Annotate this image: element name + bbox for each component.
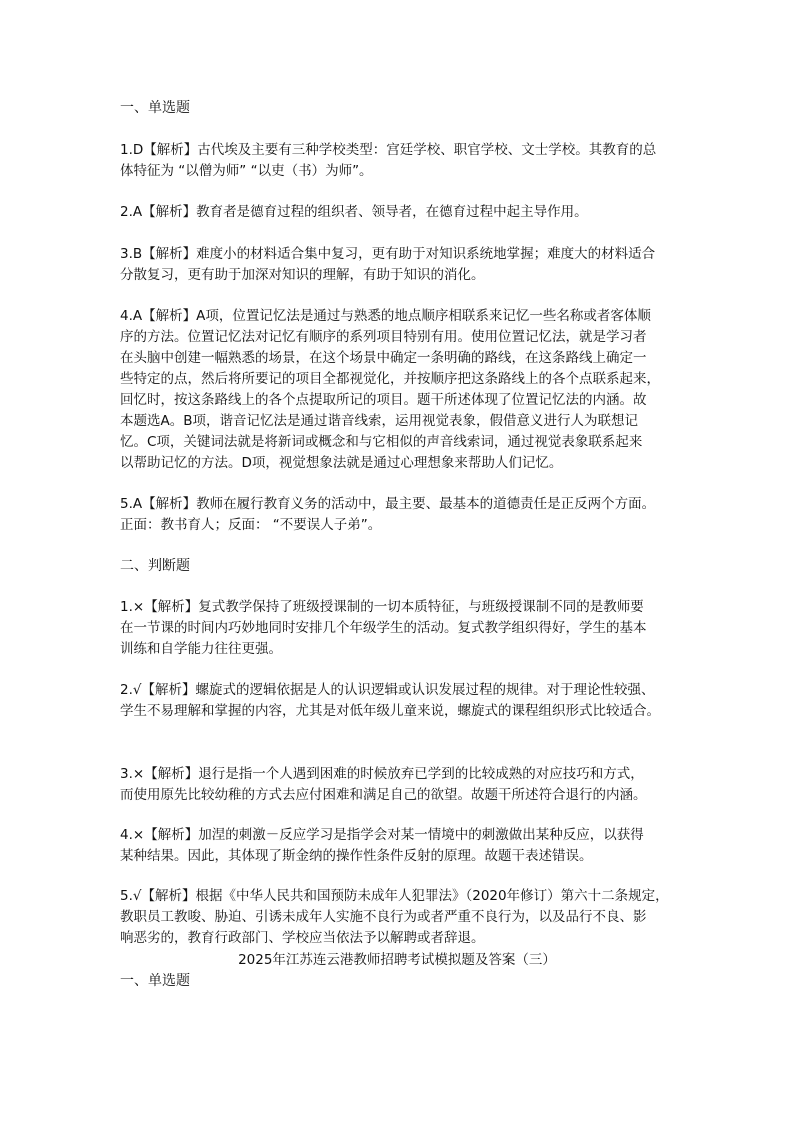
answer-line: 忆。C项，关键词法就是将新词或概念和与它相似的声音线索词，通过视觉表象联系起来 (120, 434, 643, 450)
answer-item (120, 764, 685, 806)
answer-line: 5.A【解析】教师在履行教育义务的活动中，最主要、最基本的道德责任是正反两个方面。 (120, 496, 656, 512)
answer-line: 4.A【解析】A项，位置记忆法是通过与熟悉的地点顺序相联系来记忆一些名称或者客体顺 (120, 308, 651, 324)
answer-line: 1.×【解析】复式教学保持了班级授课制的一切本质特征，与班级授课制不同的是教师要 (120, 599, 644, 615)
answer-line: 教职员工教唆、胁迫、引诱未成年人实施不良行为或者严重不良行为，以及品行不良、影 (120, 909, 647, 925)
answer-line: 某种结果。因此，其体现了斯金纳的操作性条件反射的原理。故题干表述错误。 (120, 848, 593, 864)
answer-line: 4.×【解析】加涅的刺激－反应学习是指学会对某一情境中的刺激做出某种反应，以获得 (120, 827, 644, 843)
section-heading-single-choice-next: 一、单选题 (120, 973, 190, 989)
answer-item (120, 202, 685, 223)
answer-item (120, 306, 685, 474)
answer-line: 些特定的点，然后将所要记的项目全都视觉化，并按顺序把这条路线上的各个点联系起来， (120, 371, 660, 387)
section-heading-true-false: 二、判断题 (120, 558, 190, 574)
next-exam-title: 2025年江苏连云港教师招聘考试模拟题及答案（三） (238, 952, 556, 968)
answer-line: 而使用原先比较幼稚的方式去应付困难和满足自己的欲望。故题干所述符合退行的内涵。 (120, 787, 647, 803)
answer-item (120, 825, 685, 867)
answer-line: 在头脑中创建一幅熟悉的场景，在这个场景中确定一条明确的路线，在这条路线上确定一 (120, 350, 647, 366)
answer-line: 3.B【解析】难度小的材料适合集中复习，更有助于对知识系统地掌握；难度大的材料适合 (120, 246, 656, 262)
answer-line: 正面：教书育人；反面： “不要误人子弟”。 (120, 517, 382, 533)
answer-item (120, 140, 685, 182)
answer-line: 回忆时，按这条路线上的各个点提取所记的项目。题干所述体现了位置记忆法的内涵。故 (120, 392, 647, 408)
answer-item (120, 680, 685, 722)
answer-line: 在一节课的时间内巧妙地同时安排几个年级学生的活动。复式教学组织得好，学生的基本 (120, 620, 647, 636)
answer-item (120, 886, 685, 949)
answer-item (120, 597, 685, 660)
answer-item (120, 244, 685, 286)
answer-line: 2.√【解析】螺旋式的逻辑依据是人的认识逻辑或认识发展过程的规律。对于理论性较强、 (120, 682, 655, 698)
answer-line: 分散复习，更有助于加深对知识的理解，有助于知识的消化。 (120, 267, 485, 283)
answer-line: 2.A【解析】教育者是德育过程的组织者、领导者，在德育过程中起主导作用。 (120, 204, 588, 220)
answer-line: 学生不易理解和掌握的内容，尤其是对低年级儿童来说，螺旋式的课程组织形式比较适合。 (120, 703, 660, 719)
section-heading-single-choice: 一、单选题 (120, 100, 190, 116)
answer-line: 体特征为 “以僧为师” “以吏（书）为师”。 (120, 163, 373, 179)
answer-line: 训练和自学能力往往更强。 (120, 641, 282, 657)
answer-line: 响恶劣的，教育行政部门、学校应当依法予以解聘或者辞退。 (120, 930, 485, 946)
answer-line: 1.D【解析】古代埃及主要有三种学校类型：宫廷学校、职官学校、文士学校。其教育的总 (120, 142, 657, 158)
answer-line: 3.×【解析】退行是指一个人遇到困难的时候放弃已学到的比较成熟的对应技巧和方式， (120, 766, 644, 782)
answer-item (120, 494, 685, 536)
answer-line: 5.√【解析】根据《中华人民共和国预防未成年人犯罪法》（2020年修订）第六十二条规定， (120, 888, 669, 904)
answer-line: 本题选A。B项，谐音记忆法是通过谐音线索，运用视觉表象，假借意义进行人为联想记 (120, 413, 638, 429)
answer-line: 序的方法。位置记忆法对记忆有顺序的系列项目特别有用。使用位置记忆法，就是学习者 (120, 329, 647, 345)
answer-line: 以帮助记忆的方法。D项，视觉想象法就是通过心理想象来帮助人们记忆。 (120, 455, 563, 471)
